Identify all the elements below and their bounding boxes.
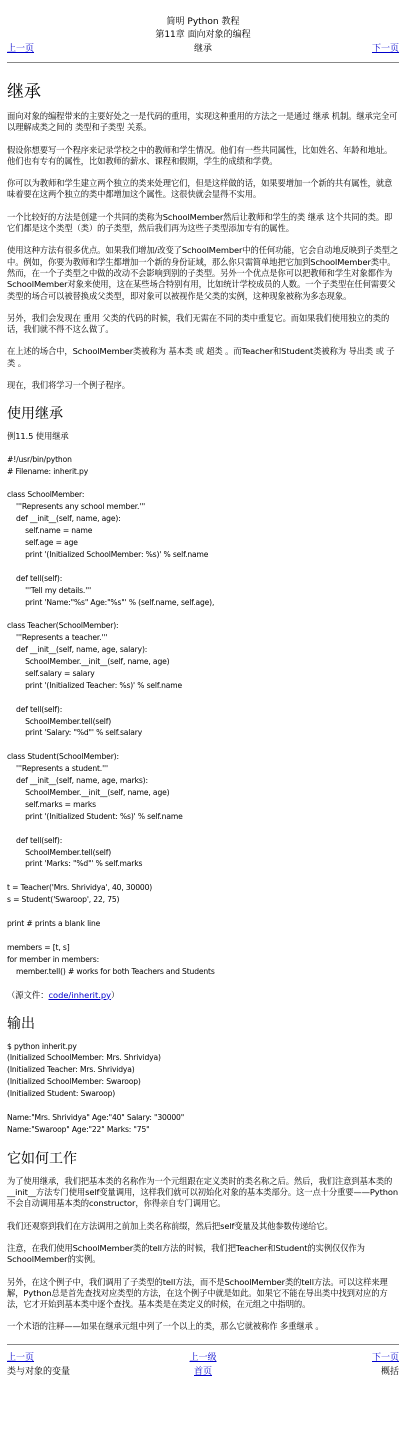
paragraph: 另外，我们会发现在 重用 父类的代码的时候，我们无需在不同的类中重复它。而如果我们使用独立的类的话，我们就不得不这么做了。 <box>7 312 390 335</box>
code-line: print 'Marks: "%d"' % self.marks <box>7 859 143 869</box>
code-line: print 'Salary: "%d"' % self.salary <box>7 728 143 738</box>
code-line: self.age = age <box>7 537 78 547</box>
chapter-title: 第11章 面向对象的编程 <box>155 30 251 40</box>
footer-next-link[interactable]: 下一页 <box>372 1352 400 1363</box>
code-line <box>7 477 399 489</box>
code-line: print '(Initialized SchoolMember: %s)' % self.name <box>7 549 209 559</box>
code-line: for member in members: <box>7 954 99 964</box>
code-line: def __init__(self, name, age, salary): <box>7 645 148 655</box>
example-label: 例11.5 使用继承 <box>7 431 69 442</box>
output-heading: 输出 <box>7 1015 35 1032</box>
code-line: print '(Initialized Student: %s)' % self.name <box>7 811 183 821</box>
code-line: def tell(self): <box>7 835 63 845</box>
book-title: 简明 Python 教程 <box>166 17 240 27</box>
paragraph: 注意，在我们使用SchoolMember类的tell方法的时候，我们把Teacher和Student的实例仅仅作为SchoolMember的实例。 <box>7 1242 365 1265</box>
code-line: def tell(self): <box>7 704 63 714</box>
code-line: SchoolMember.tell(self) <box>7 716 112 726</box>
code-line: member.tell() # works for both Teachers and Students <box>7 966 215 976</box>
output-line: (Initialized SchoolMember: Mrs. Shrividya) <box>7 1053 161 1063</box>
output-line: (Initialized Teacher: Mrs. Shrividya) <box>7 1065 135 1075</box>
paragraph: 假设你想要写一个程序来记录学校之中的教师和学生情况。他们有一些共同属性，比如姓名、年龄和地址。他们也有专有的属性，比如教师的薪水、课程和假期，学生的成绩和学费。 <box>7 144 393 166</box>
paragraph: 为了使用继承，我们把基本类的名称作为一个元组跟在定义类时的类名称之后。然后，我们注意到基本类的__init__方法专门使用self变量调用，这样我们就可以初始化对象的基本类部分。这一点十分重要——Python不会自动调用基本类的constructor，你得亲自专门调用它。 <box>7 1175 399 1209</box>
prev-page-link[interactable]: 上一页 <box>7 44 35 54</box>
top-divider <box>7 62 399 63</box>
code-line <box>7 561 399 573</box>
code-line: print 'Name:"%s" Age:"%s"' % (self.name, self.age), <box>7 597 215 607</box>
paragraph: 使用这种方法有很多优点。如果我们增加/改变了SchoolMember中的任何功能，它会自动地反映到子类型之中。例如，你要为教师和学生都增加一个新的身份证域，那么你只需简单地把它加到SchoolMember类中。然而，在一个子类型之中做的改动不会影响到别的子类型。另外一个优点是你可以把教师和学生对象都作为SchoolMember对象来使用，这在某些场合特别有用，比如统计学校成员的人数。一个子类型在任何需要父类型的场合可以被替换成父类型，即对象可以被视作是父类的实例，这种现象被称为多态现象。 <box>7 245 399 301</box>
intro-paragraphs <box>7 111 399 391</box>
bottom-nav <box>7 1351 399 1379</box>
footer-prev-link[interactable]: 上一页 <box>7 1352 35 1363</box>
code-line <box>7 930 399 942</box>
footer-up-link[interactable]: 上一级 <box>189 1352 217 1363</box>
output-line: (Initialized Student: Swaroop) <box>7 1089 116 1099</box>
how-paragraphs <box>7 1176 399 1333</box>
paragraph: 面向对象的编程带来的主要好处之一是代码的重用，实现这种重用的方法之一是通过 继承 机制。继承完全可以理解成类之间的 类型和子类型 关系。 <box>7 111 398 133</box>
code-line: def tell(self): <box>7 573 63 583</box>
paragraph: 在上述的场合中，SchoolMember类被称为 基本类 或 超类 。而Teacher和Student类被称为 导出类 或 子类 。 <box>7 346 395 368</box>
footer-home-link[interactable]: 首页 <box>194 1366 213 1377</box>
output-line: (Initialized SchoolMember: Swaroop) <box>7 1077 141 1087</box>
code-line: '''Represents any school member.''' <box>7 502 146 512</box>
paragraph: 一个比较好的方法是创建一个共同的类称为SchoolMember然后让教师和学生的类 继承 这个共同的类。即它们都是这个类型（类）的子类型，然后我们再为这些子类型添加专有的属性。 <box>7 211 393 234</box>
code-line: s = Student('Swaroop', 22, 75) <box>7 895 120 905</box>
code-line: self.marks = marks <box>7 799 96 809</box>
code-line: print # prints a blank line <box>7 918 101 928</box>
code-line: self.salary = salary <box>7 668 95 678</box>
source-file-link[interactable]: code/inherit.py <box>48 989 112 1000</box>
code-line: def __init__(self, name, age, marks): <box>7 776 148 786</box>
source-file-line <box>7 989 399 1001</box>
output-line <box>7 1100 399 1112</box>
current-page-label: 继承 <box>193 44 212 54</box>
paragraph: 我们还观察到我们在方法调用之前加上类名称前缀，然后把self变量及其他参数传递给它。 <box>7 1220 333 1231</box>
how-it-works-heading: 它如何工作 <box>7 1150 77 1167</box>
code-line: SchoolMember.__init__(self, name, age) <box>7 657 170 667</box>
code-line: print '(Initialized Teacher: %s)' % self.name <box>7 680 183 690</box>
output-line: Name:"Mrs. Shrividya" Age:"40" Salary: "30000" <box>7 1112 185 1122</box>
code-line: # Filename: inherit.py <box>7 466 89 476</box>
source-suffix: ） <box>111 989 120 1000</box>
code-line <box>7 823 399 835</box>
top-nav <box>7 43 399 56</box>
footer-prev-title: 类与对象的变量 <box>7 1366 71 1377</box>
code-line: class Student(SchoolMember): <box>7 752 119 762</box>
next-page-link[interactable]: 下一页 <box>371 44 399 54</box>
output-block <box>7 1041 399 1136</box>
code-line: def __init__(self, name, age): <box>7 514 121 524</box>
code-line <box>7 608 399 620</box>
code-line: '''Tell my details.''' <box>7 585 92 595</box>
bottom-divider <box>7 1344 399 1345</box>
code-line: #!/usr/bin/python <box>7 454 72 464</box>
paragraph: 一个术语的注释——如果在继承元组中列了一个以上的类，那么它就被称作 多重继承 。 <box>7 1321 324 1332</box>
code-line: t = Teacher('Mrs. Shrividya', 40, 30000) <box>7 883 153 893</box>
code-line: '''Represents a teacher.''' <box>7 633 108 643</box>
output-line: $ python inherit.py <box>7 1041 77 1051</box>
section-title: 继承 <box>7 82 41 102</box>
code-line <box>7 692 399 704</box>
code-block <box>7 454 399 978</box>
code-line: class Teacher(SchoolMember): <box>7 621 119 631</box>
output-line: Name:"Swaroop" Age:"22" Marks: "75" <box>7 1124 150 1134</box>
code-line <box>7 739 399 751</box>
footer-next-title: 概括 <box>381 1366 400 1377</box>
code-line: self.name = name <box>7 526 93 536</box>
paragraph: 另外，在这个例子中，我们调用了子类型的tell方法，而不是SchoolMember类的tell方法。可以这样来理解，Python总是首先查找对应类型的方法，在这个例子中就是如此。如果它不能在导出类中找到对应的方法，它才开始到基本类中逐个查找。基本类是在类定义的时候，在元组之中指明的。 <box>7 1276 388 1310</box>
code-line: SchoolMember.__init__(self, name, age) <box>7 788 170 798</box>
code-line <box>7 906 399 918</box>
code-line: '''Represents a student.''' <box>7 764 108 774</box>
code-line: members = [t, s] <box>7 942 70 952</box>
code-line <box>7 870 399 882</box>
paragraph: 你可以为教师和学生建立两个独立的类来处理它们，但是这样做的话，如果要增加一个新的共有属性，就意味着要在这两个独立的类中都增加这个属性。这很快就会显得不实用。 <box>7 178 393 200</box>
code-line: SchoolMember.tell(self) <box>7 847 112 857</box>
paragraph: 现在，我们将学习一个例子程序。 <box>7 380 130 391</box>
code-line: class SchoolMember: <box>7 490 85 500</box>
source-prefix: （源文件： <box>7 989 49 1000</box>
using-inheritance-heading: 使用继承 <box>7 406 63 423</box>
